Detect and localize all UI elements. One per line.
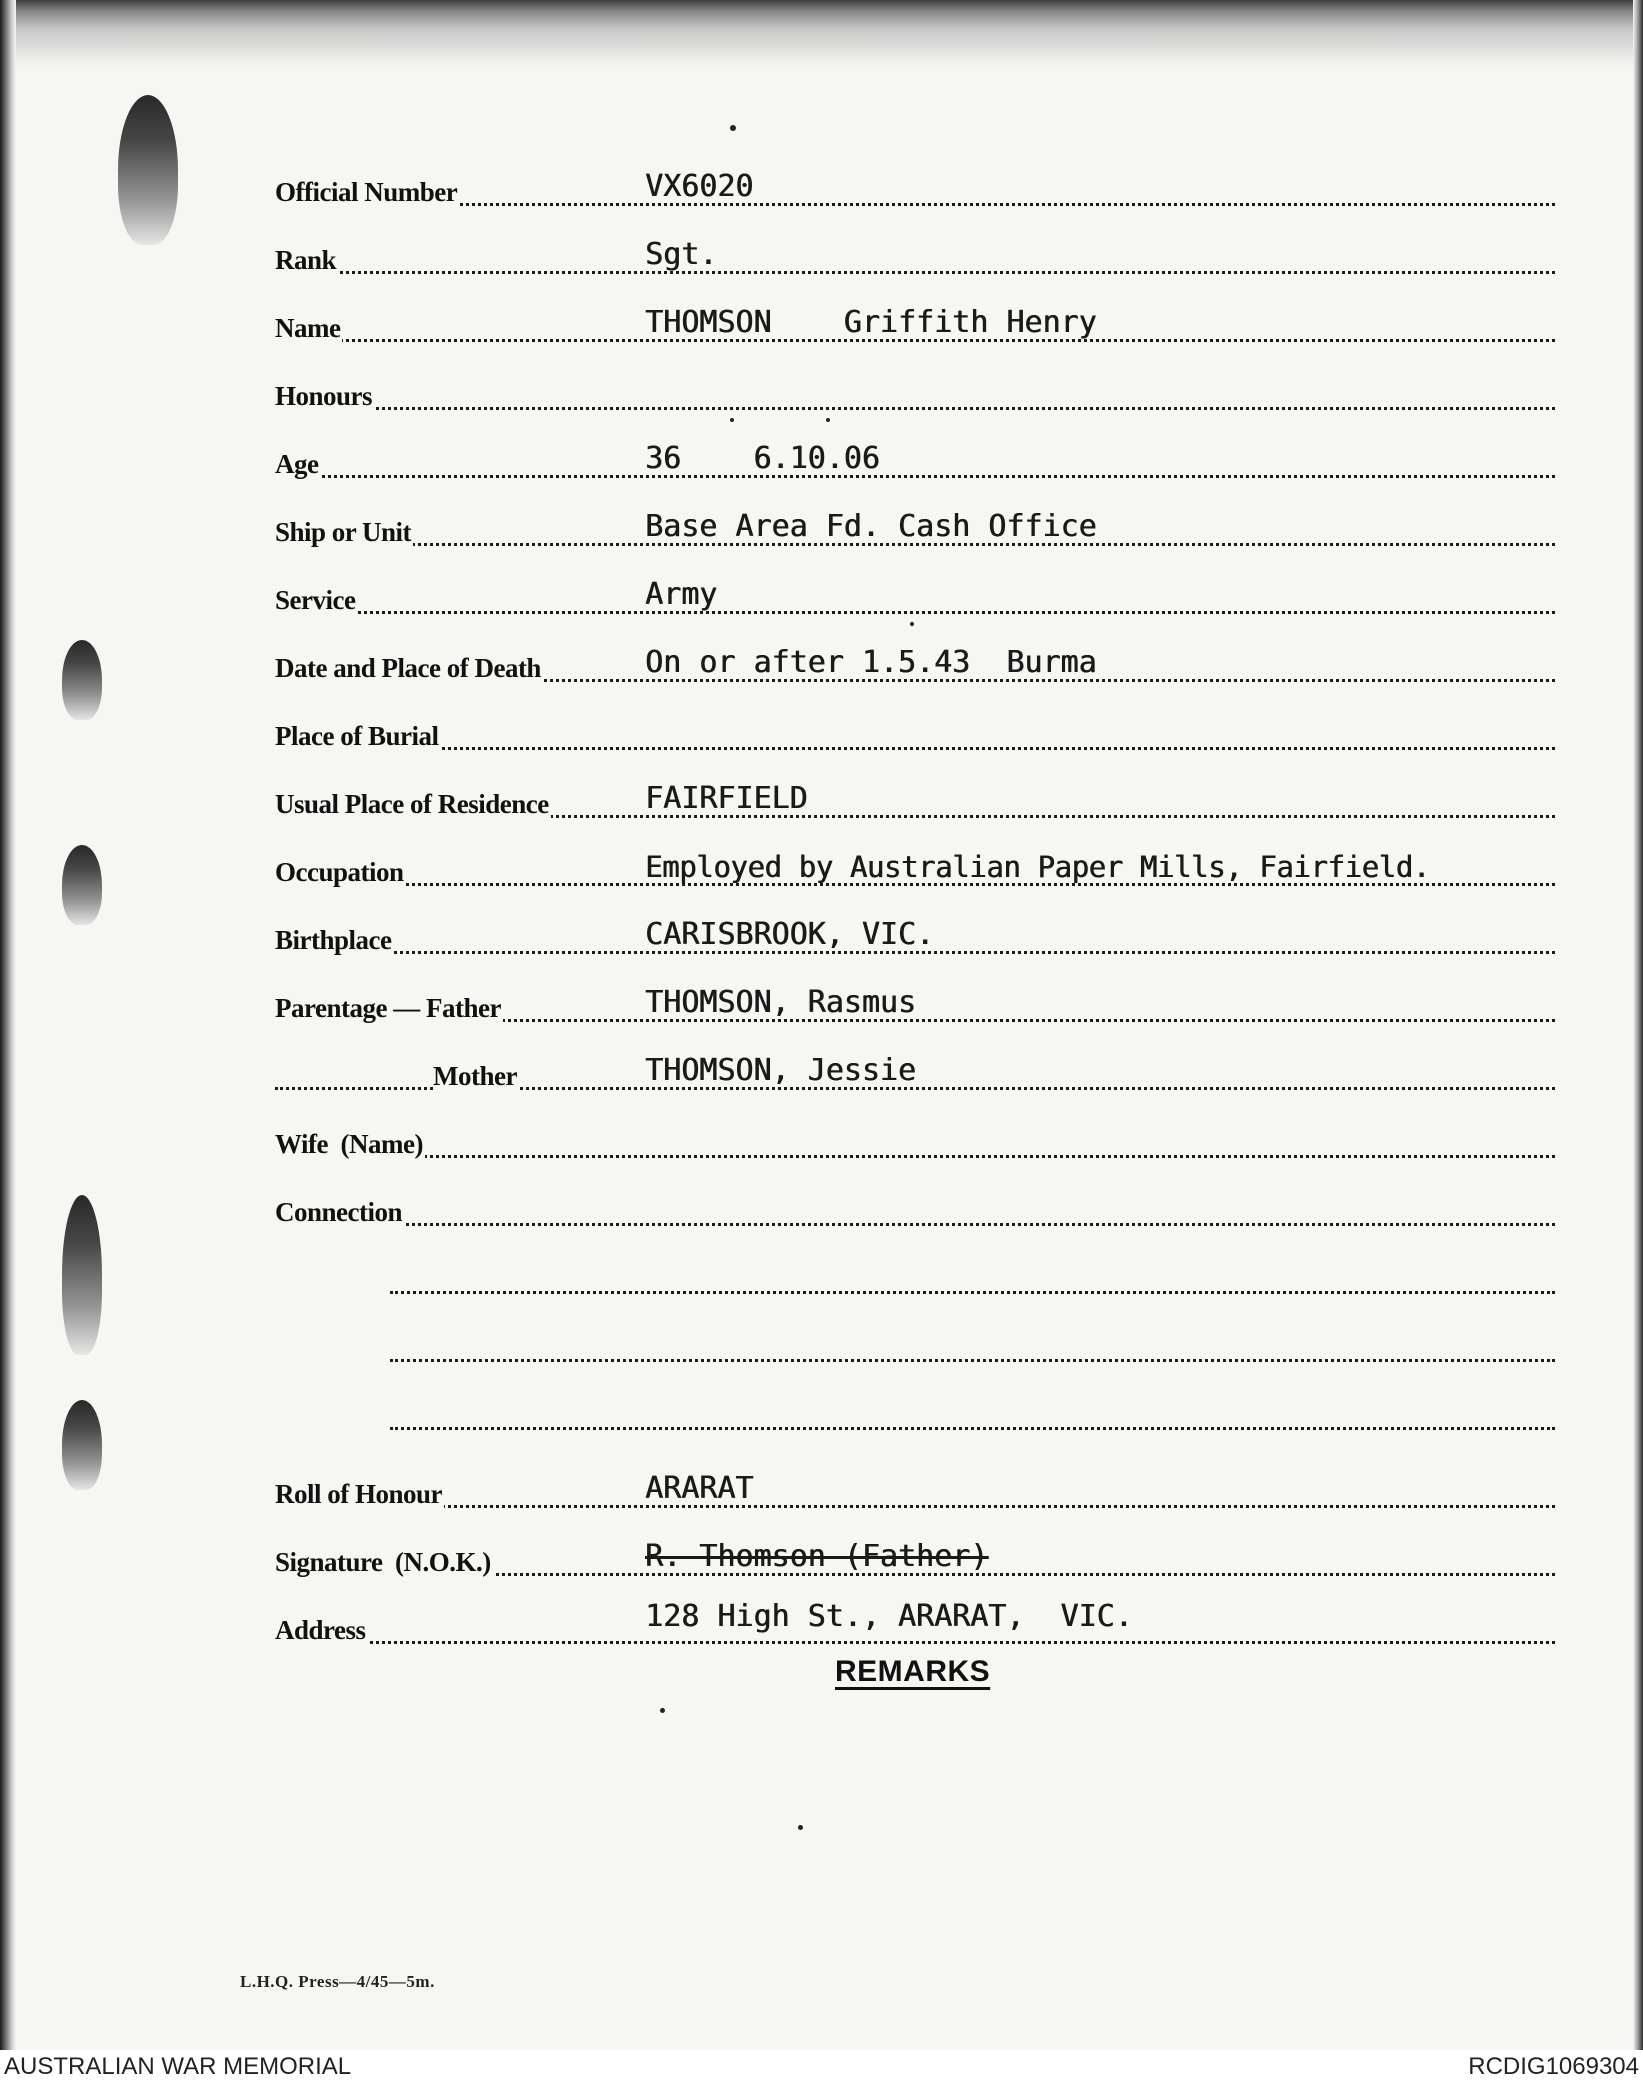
field-name [275, 305, 1555, 348]
field-label: Wife (Name) [275, 1129, 423, 1159]
dotted-leader [275, 1641, 1555, 1644]
field-date-place-death [275, 645, 1555, 688]
field-occupation [275, 852, 1555, 892]
field-wife-name [275, 1124, 1555, 1164]
punch-hole [118, 95, 178, 245]
speck [730, 125, 736, 131]
field-value: FAIRFIELD [645, 781, 808, 816]
speck [798, 1825, 803, 1830]
field-honours [275, 376, 1555, 416]
field-label: Birthplace [275, 925, 392, 955]
field-label: Age [275, 449, 319, 479]
field-value: CARISBROOK, VIC. [645, 917, 934, 952]
field-place-of-burial [275, 716, 1555, 756]
field-value: VX6020 [645, 169, 754, 204]
field-ship-or-unit [275, 509, 1555, 552]
field-value: THOMSON, Jessie [645, 1053, 916, 1088]
dotted-leader [275, 475, 1555, 478]
field-value: 128 High St., ARARAT, VIC. [645, 1599, 1133, 1634]
scan-right-edge [1633, 0, 1643, 2050]
field-label: Occupation [275, 857, 404, 887]
dotted-leader [390, 1427, 1555, 1430]
dotted-leader [275, 407, 1555, 410]
scan-top-edge [0, 0, 1643, 70]
dotted-leader [390, 1291, 1555, 1294]
field-label: Service [275, 585, 356, 615]
field-label: Address [275, 1615, 366, 1645]
field-signature-nok [275, 1539, 1555, 1582]
dotted-leader [275, 1155, 1555, 1158]
scan-left-edge [0, 0, 16, 2050]
field-birthplace [275, 917, 1555, 960]
archive-reference: RCDIG1069304 [1468, 2053, 1639, 2080]
dotted-leader [275, 1223, 1555, 1226]
field-label: Name [275, 313, 341, 343]
field-label: Place of Burial [275, 721, 439, 751]
field-label: Connection [275, 1197, 403, 1227]
dotted-leader [275, 611, 1555, 614]
field-connection [275, 1192, 1555, 1232]
speck [826, 418, 830, 422]
field-label: Mother [433, 1061, 517, 1091]
blank-line [390, 1328, 1555, 1368]
field-label: Signature (N.O.K.) [275, 1547, 491, 1577]
field-label: Rank [275, 245, 337, 275]
field-value: Base Area Fd. Cash Office [645, 509, 1097, 544]
archive-footer [0, 2050, 1643, 2082]
field-value: On or after 1.5.43 Burma [645, 645, 1097, 680]
punch-hole [62, 845, 102, 925]
punch-hole [62, 1195, 102, 1355]
dotted-leader [275, 1505, 1555, 1508]
field-label: Official Number [275, 177, 458, 207]
field-label: Ship or Unit [275, 517, 412, 547]
remarks-heading: REMARKS [835, 1655, 991, 1688]
dotted-leader [390, 1359, 1555, 1362]
field-label: Date and Place of Death [275, 653, 541, 683]
field-label: Parentage — Father [275, 993, 501, 1023]
field-usual-residence [275, 781, 1555, 824]
field-value: R. Thomson (Father) [645, 1539, 989, 1574]
field-rank [275, 237, 1555, 280]
field-value: 36 6.10.06 [645, 441, 880, 476]
field-age [275, 441, 1555, 484]
blank-line [390, 1260, 1555, 1300]
speck [910, 622, 914, 626]
field-value: THOMSON, Rasmus [645, 985, 916, 1020]
field-value: Army [645, 577, 718, 612]
field-label: Honours [275, 381, 373, 411]
dotted-leader [275, 271, 1555, 274]
field-official-number [275, 169, 1555, 212]
field-mother [275, 1053, 1555, 1096]
field-roll-of-honour [275, 1471, 1555, 1514]
field-label: Roll of Honour [275, 1479, 443, 1509]
punch-hole [62, 640, 102, 720]
field-value: Employed by Australian Paper Mills, Fairfield. [645, 850, 1430, 884]
archive-name: AUSTRALIAN WAR MEMORIAL [4, 2053, 352, 2080]
speck [660, 1708, 665, 1713]
field-service [275, 577, 1555, 620]
field-value: Sgt. [645, 237, 718, 272]
speck [730, 418, 734, 422]
field-value: THOMSON Griffith Henry [645, 305, 1097, 340]
dotted-leader [275, 747, 1555, 750]
field-label: Usual Place of Residence [275, 789, 549, 819]
field-value: ARARAT [645, 1471, 754, 1506]
dotted-leader [275, 203, 1555, 206]
field-address [275, 1599, 1555, 1650]
field-parentage-father [275, 985, 1555, 1028]
printer-mark: L.H.Q. Press—4/45—5m. [240, 1972, 435, 1991]
blank-line [390, 1396, 1555, 1436]
punch-hole [62, 1400, 102, 1490]
